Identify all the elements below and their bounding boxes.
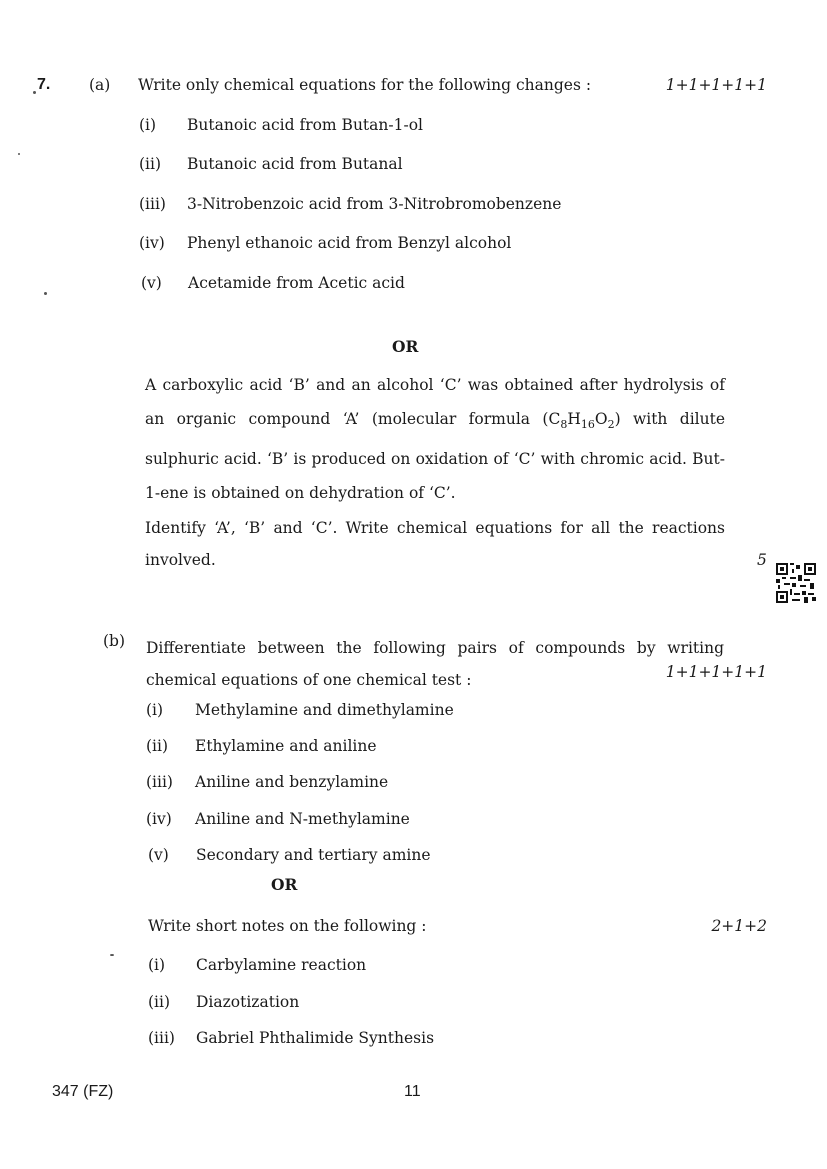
part-a-instruction: Write only chemical equations for the following changes : <box>138 76 592 94</box>
part-b-label: (b) <box>103 632 126 650</box>
list-item-num: (i) <box>146 701 164 719</box>
part-a-marks: 1+1+1+1+1 <box>665 76 767 94</box>
list-item-num: (ii) <box>148 993 171 1011</box>
list-item: Aniline and benzylamine <box>195 773 389 791</box>
list-item: Butanoic acid from Butanal <box>187 155 403 173</box>
list-item-num: (iii) <box>146 773 173 791</box>
alternative-marks: 5 <box>757 551 767 569</box>
or-divider: OR <box>271 875 298 894</box>
page-number: 11 <box>404 1083 421 1100</box>
list-item-num: (iii) <box>148 1029 175 1047</box>
list-item: Methylamine and dimethylamine <box>195 701 454 719</box>
list-item-num: (ii) <box>139 155 162 173</box>
list-item-num: (v) <box>141 274 162 292</box>
list-item-num: (iii) <box>139 195 166 213</box>
list-item: Carbylamine reaction <box>196 956 367 974</box>
or-divider: OR <box>392 337 419 356</box>
paper-code: 347 (FZ) <box>52 1083 114 1100</box>
list-item: Secondary and tertiary amine <box>196 846 431 864</box>
alternative-paragraph: A carboxylic acid ‘B’ and an alcohol ‘C’ was obtained after hydrolysis of an organic compound ‘A’ (molecular formula $(C_8H_{16}O_2)$ with dilute sulphuric acid. ‘B’ is produced on oxidation of ‘C’ with chromic acid. But-1-ene is obtained on dehydration of ‘C’. <box>145 376 725 503</box>
part-b-marks: 1+1+1+1+1 <box>665 663 767 681</box>
list-item: Acetamide from Acetic acid <box>188 274 405 292</box>
list-item: Gabriel Phthalimide Synthesis <box>196 1029 435 1047</box>
scan-speck <box>18 153 20 155</box>
list-item-num: (iv) <box>139 234 165 252</box>
question-number: 7. <box>37 76 51 93</box>
scan-speck <box>33 91 36 94</box>
list-item-num: (iv) <box>146 810 172 828</box>
short-notes-instruction: Write short notes on the following : <box>148 917 427 935</box>
short-notes-marks: 2+1+2 <box>711 917 767 935</box>
list-item: Diazotization <box>196 993 300 1011</box>
alternative-task: Identify ‘A’, ‘B’ and ‘C’. Write chemical equations for all the reactions involved. <box>145 519 725 569</box>
qr-code-icon <box>776 563 816 603</box>
list-item-num: (v) <box>148 846 169 864</box>
list-item: Phenyl ethanoic acid from Benzyl alcohol <box>187 234 512 252</box>
list-item: Aniline and N-methylamine <box>195 810 410 828</box>
scan-speck <box>110 954 114 956</box>
list-item-num: (ii) <box>146 737 169 755</box>
part-a-label: (a) <box>89 76 111 94</box>
list-item-num: (i) <box>148 956 166 974</box>
list-item: Butanoic acid from Butan-1-ol <box>187 116 424 134</box>
list-item-num: (i) <box>139 116 157 134</box>
list-item: Ethylamine and aniline <box>195 737 377 755</box>
list-item: 3-Nitrobenzoic acid from 3-Nitrobromobenzene <box>187 195 562 213</box>
part-b-instruction: Differentiate between the following pairs of compounds by writing chemical equations of one chemical test : <box>146 639 724 689</box>
scan-speck <box>44 292 47 295</box>
